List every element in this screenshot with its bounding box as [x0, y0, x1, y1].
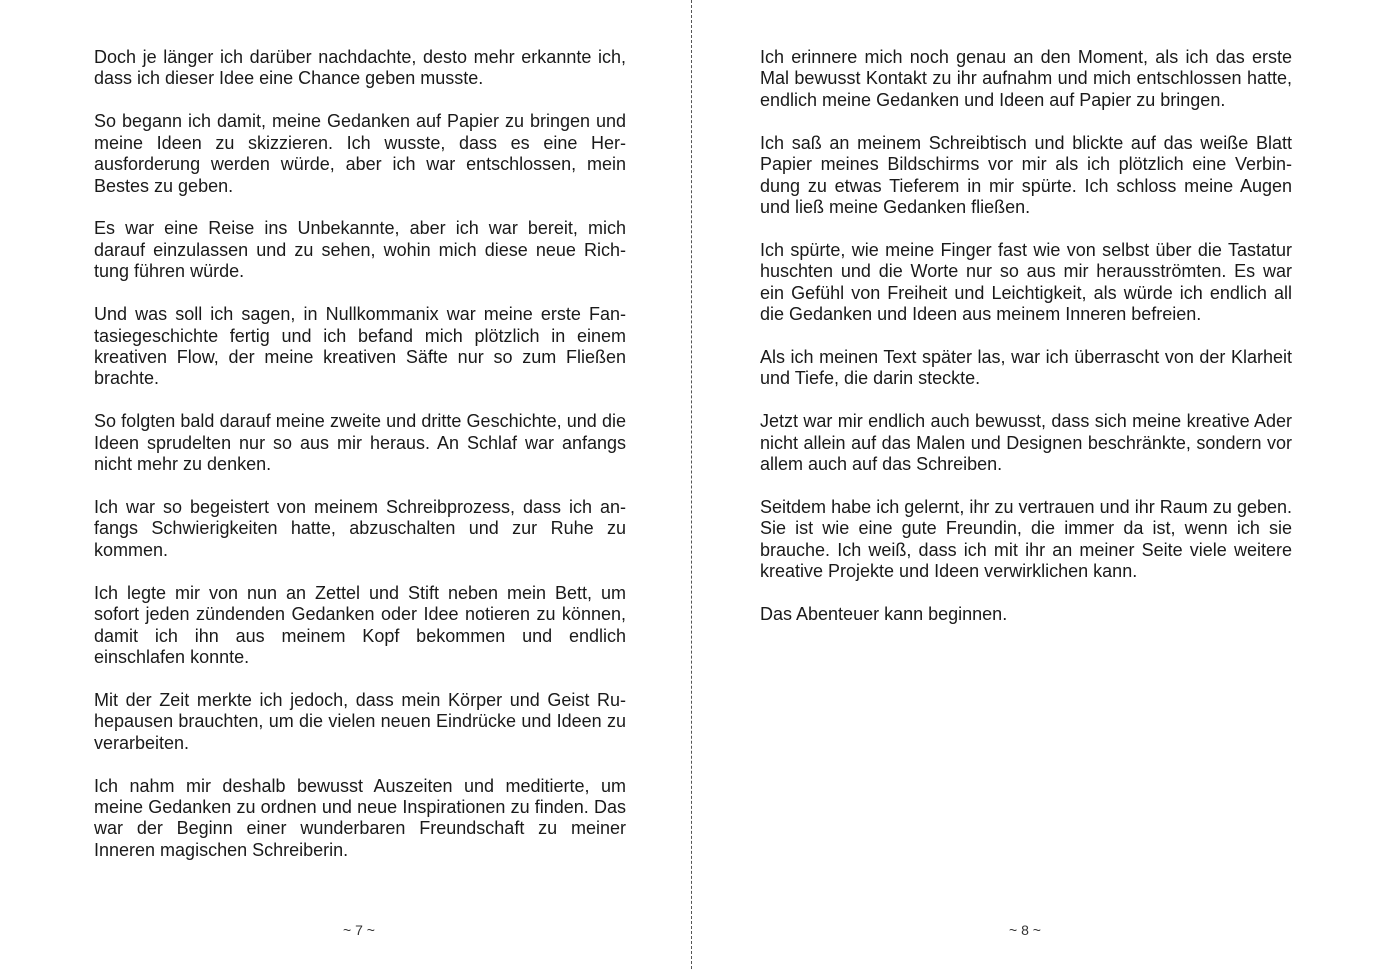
paragraph: Doch je länger ich darüber nachdachte, desto mehr erkannte ich, dass ich dieser Idee eine Chance geben musste. — [94, 47, 626, 89]
paragraph: Jetzt war mir endlich auch bewusst, dass sich meine kreative Ader nicht allein auf das Malen und Designen beschränkte, sondern vor allem auch auf das Schreiben. — [760, 411, 1292, 475]
paragraph: Ich war so begeistert von meinem Schreibprozess, dass ich anfangs Schwierigkeiten hatte, abzuschalten und zur Ruhe zu kommen. — [94, 497, 626, 560]
paragraph: Das Abenteuer kann beginnen. — [760, 604, 1008, 625]
paragraph: Ich legte mir von nun an Zettel und Stift neben mein Bett, um sofort jeden zündenden Gedanken oder Idee notieren zu können, damit ich ihn aus meinem Kopf bekommen und endlich einschlafen konnte. — [94, 582, 626, 667]
paragraph: Als ich meinen Text später las, war ich überrascht von der Klarheit und Tiefe, die darin steckte. — [760, 346, 1292, 389]
left-page-text — [94, 47, 626, 883]
paragraph: Mit der Zeit merkte ich jedoch, dass mein Körper und Geist Ruhepausen brauchten, um die vielen neuen Eindrücke und Ideen zu verarbeiten. — [94, 689, 626, 753]
paragraph: So folgten bald darauf meine zweite und dritte Geschichte, und die Ideen sprudelten nur so aus mir heraus. An Schlaf war anfangs nicht mehr zu denken. — [94, 411, 626, 475]
paragraph: Ich saß an meinem Schreibtisch und blickte auf das weiße Blatt Papier meines Bildschirms vor mir als ich plötzlich eine Verbindung zu etwas Tieferem in mir spürte. Ich schloss meine Augen und ließ meine Gedanken fließen. — [760, 132, 1292, 217]
paragraph: So begann ich damit, meine Gedanken auf Papier zu bringen und meine Ideen zu skizzieren. Ich wusste, dass es eine Herausforderung werden würde, aber ich war entschlossen, mein Bestes zu geben. — [94, 111, 626, 196]
page-number: ~ 7 ~ — [343, 922, 375, 938]
paragraph: Seitdem habe ich gelernt, ihr zu vertrauen und ihr Raum zu geben. Sie ist wie eine gute Freundin, die immer da ist, wenn ich sie brauche. Ich weiß, dass ich mit ihr an meiner Seite viele weitere kreative Projekte und Ideen verwirklichen kann. — [760, 497, 1292, 582]
paragraph: Und was soll ich sagen, in Nullkommanix war meine erste Fantasiegeschichte fertig und ich befand mich plötzlich in einem kreativen Flow, der meine kreativen Säfte nur so zum Fließen brachte. — [94, 304, 626, 389]
paragraph: Es war eine Reise ins Unbekannte, aber ich war bereit, mich darauf einzulassen und zu sehen, wohin mich diese neue Richtung führen würde. — [94, 218, 626, 282]
right-page — [692, 0, 1383, 969]
paragraph: Ich spürte, wie meine Finger fast wie von selbst über die Tastatur huschten und die Worte nur so aus mir herausströmten. Es war ein Gefühl von Freiheit und Leichtigkeit, als würde ich endlich all die Gedanken und Ideen aus meinem Inneren befreien. — [760, 239, 1292, 325]
paragraph: Ich erinnere mich noch genau an den Moment, als ich das erste Mal bewusst Kontakt zu ihr aufnahm und mich entschlossen hatte, endlich meine Gedanken und Ideen auf Papier zu bringen. — [760, 47, 1292, 110]
page-number: ~ 8 ~ — [1009, 922, 1041, 938]
paragraph: Ich nahm mir deshalb bewusst Auszeiten und meditierte, um meine Gedanken zu ordnen und neue Inspirationen zu finden. Das war der Beginn einer wunderbaren Freundschaft zu meiner Inneren magischen Schreiberin. — [94, 775, 626, 860]
right-page-text — [760, 47, 1292, 647]
left-page — [0, 0, 691, 969]
